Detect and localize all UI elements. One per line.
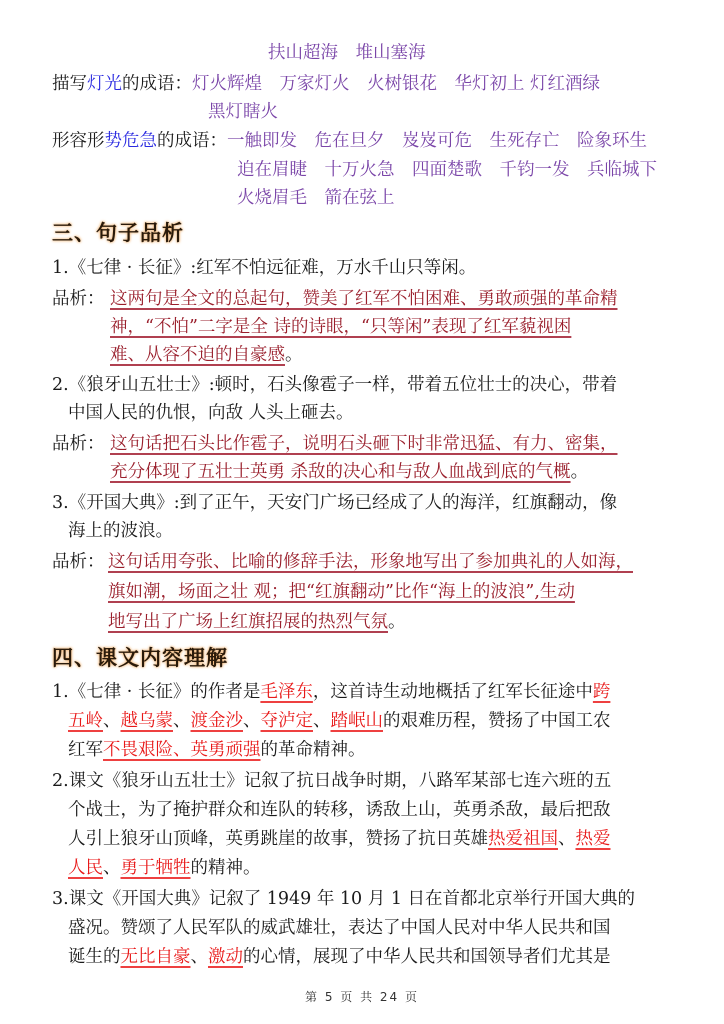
sentence-2-line-2: 中国人民的仇恨，向敌 人头上砸去。 <box>68 403 354 423</box>
analysis-1-line-3: 难、从容不迫的自豪感。 <box>110 345 303 365</box>
key-term: 毛泽东 <box>260 682 313 702</box>
sentence-3-line-1: 3.《开国大典》:到了正午，天安门广场已经成了人的海洋，红旗翻动，像 <box>52 493 618 513</box>
analysis-1-line-1: 这两句是全文的总起句，赞美了红军不怕困难、勇敢顽强的革命精 <box>110 289 618 309</box>
label-text: 描写 <box>52 74 87 94</box>
analysis-label: 品析： <box>52 289 105 309</box>
idiom-line-top: 扶山超海 堆山塞海 <box>268 43 426 63</box>
key-term: 激动 <box>208 947 243 967</box>
key-term: 跨 <box>592 682 611 702</box>
label-text: 形容形 <box>52 131 105 151</box>
content-1-line-2: 五岭、越乌蒙、渡金沙、夺泸定、踏岷山的艰难历程，赞扬了中国工农 <box>68 711 611 731</box>
sentence-3-line-2: 海上的波浪。 <box>68 521 173 541</box>
key-term: 夺泸定 <box>260 711 313 731</box>
content-1-line-1: 1.《七律 · 长征》的作者是毛泽东，这首诗生动地概括了红军长征途中跨 <box>52 682 611 702</box>
analysis-2-line-1: 这句话把石头比作雹子，说明石头砸下时非常迅猛、有力、密集， <box>110 434 618 454</box>
key-term: 勇于牺牲 <box>120 858 191 878</box>
key-term: 无比自豪 <box>120 947 191 967</box>
key-term: 人民 <box>68 858 103 878</box>
sentence-2-line-1: 2.《狼牙山五壮士》:顿时，石头像雹子一样，带着五位壮士的决心，带着 <box>52 375 618 395</box>
sentence-1: 1.《七律 · 长征》:红军不怕远征难，万水千山只等闲。 <box>52 258 477 278</box>
section-heading-content-understanding: 四、课文内容理解 <box>52 645 228 670</box>
key-term: 热爱祖国 <box>488 829 558 849</box>
page-number-footer: 第 5 页 共 24 页 <box>305 990 419 1004</box>
content-2-line-4: 人民、勇于牺牲的精神。 <box>68 858 261 878</box>
analysis-2-line-2: 充分体现了五壮士英勇 杀敌的决心和与敌人血战到底的气概。 <box>110 462 589 482</box>
label-text: 的成语： <box>157 131 227 151</box>
key-term: 不畏艰险、英勇顽强 <box>103 740 261 760</box>
key-term: 越乌蒙 <box>120 711 173 731</box>
analysis-3-line-3: 地写出了广场上红旗招展的热烈气氛。 <box>108 612 406 632</box>
content-3-line-2: 盛况。赞颂了人民军队的威武雄壮，表达了中国人民对中华人民共和国 <box>68 918 611 938</box>
keyword-danger: 势危急 <box>104 131 157 151</box>
idiom-danger-row3: 火烧眉毛 箭在弦上 <box>237 188 395 208</box>
keyword-light: 灯光 <box>87 74 122 94</box>
idiom-light-row2: 黑灯瞎火 <box>208 102 278 122</box>
idiom-danger-row1 <box>52 130 647 152</box>
analysis-3-line-1: 这句话用夸张、比喻的修辞手法，形象地写出了参加典礼的人如海， <box>108 552 633 572</box>
idiom-list: 灯火辉煌 万家灯火 火树银花 华灯初上 灯红酒绿 <box>192 74 601 94</box>
content-1-line-3: 红军不畏艰险、英勇顽强的革命精神。 <box>68 740 366 760</box>
key-term: 热爱 <box>575 829 611 849</box>
content-2-line-2: 个战士，为了掩护群众和连队的转移，诱敌上山，英勇杀敌，最后把敌 <box>68 800 611 820</box>
analysis-1-line-2: 神，“不怕”二字是全 诗的诗眼，“只等闲”表现了红军藐视困 <box>110 317 572 337</box>
content-3-line-3: 诞生的无比自豪、激动的心情，展现了中华人民共和国领导者们尤其是 <box>68 947 611 967</box>
label-text: 的成语： <box>122 74 192 94</box>
section-heading-sentence-analysis: 三、句子品析 <box>52 220 184 245</box>
analysis-3-line-2: 旗如潮，场面之壮 观；把“红旗翻动”比作“海上的波浪”,生动 <box>108 582 575 602</box>
key-term: 五岭 <box>68 711 103 731</box>
key-term: 渡金沙 <box>190 711 243 731</box>
content-3-line-1: 3.课文《开国大典》记叙了 1949 年 10 月 1 日在首都北京举行开国大典的 <box>52 889 636 909</box>
idiom-list: 一触即发 危在旦夕 岌岌可危 生死存亡 险象环生 <box>227 131 647 151</box>
key-term: 踏岷山 <box>330 711 383 731</box>
idiom-danger-row2: 迫在眉睫 十万火急 四面楚歌 千钧一发 兵临城下 <box>237 160 657 180</box>
content-2-line-1: 2.课文《狼牙山五壮士》记叙了抗日战争时期，八路军某部七连六班的五 <box>52 771 612 791</box>
analysis-label: 品析： <box>52 552 105 572</box>
content-2-line-3: 人引上狼牙山顶峰，英勇跳崖的故事，赞扬了抗日英雄热爱祖国、热爱 <box>68 829 611 849</box>
idiom-light-row1 <box>52 73 600 95</box>
analysis-label: 品析： <box>52 434 105 454</box>
